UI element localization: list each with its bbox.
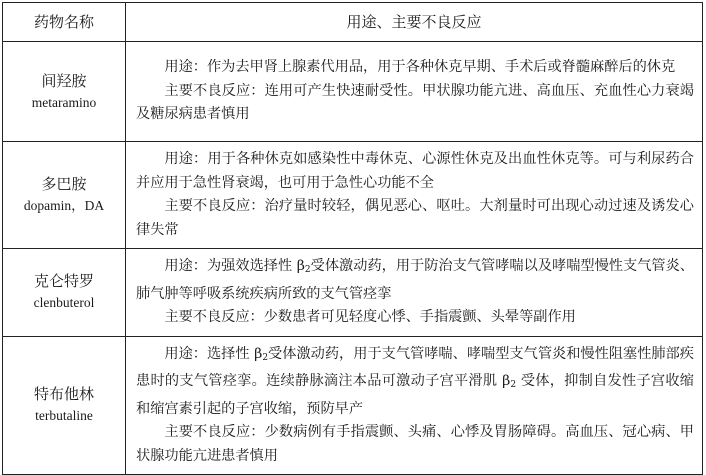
header-usage-adverse: 用途、主要不良反应 <box>126 3 703 42</box>
drug-name-cn: 特布他林 <box>33 385 94 404</box>
drug-name-cell <box>3 42 126 142</box>
adverse-paragraph: 主要不良反应：连用可产生快速耐受性。甲状腺功能亢进、高血压、充血性心力衰竭及糖尿病患者慎用 <box>136 82 694 123</box>
drug-table <box>2 2 703 475</box>
adverse-paragraph: 主要不良反应：少数患者可见轻度心悸、手指震颤、头晕等副作用 <box>164 309 576 325</box>
table-row <box>3 142 703 249</box>
drug-name-cn: 间羟胺 <box>41 71 87 90</box>
adverse-paragraph: 主要不良反应：少数病例有手指震颤、头痛、心悸及胃肠障碍。高血压、冠心病、甲状腺功能亢进患者慎用 <box>136 424 694 464</box>
adverse-paragraph: 主要不良反应：治疗量时较轻，偶见恶心、呕吐。大剂量时可出现心动过速及诱发心律失常 <box>136 198 694 238</box>
beta2-symbol: $\beta_2$ <box>296 258 311 275</box>
usage-paragraph: 用途：选择性 $\beta_2$受体激动药，用于支气管哮喘、哮喘型支气管炎和慢性阻塞性肺部疾患时的支气管痉挛。连续静脉滴注本品可激动子宫平滑肌 $\beta_2$ 受体，抑制自发性子宫收缩和缩宫素引起的子宫收缩，预防早产 <box>136 345 694 417</box>
header-drug-name: 药物名称 <box>3 3 126 42</box>
drug-name-en: metaramino <box>31 94 97 110</box>
drug-name-en: terbutaline <box>35 408 93 424</box>
beta2-symbol: $\beta_2$ <box>502 373 517 390</box>
drug-name-en: clenbuterol <box>33 295 95 311</box>
drug-name-cell <box>3 249 126 337</box>
beta2-symbol: $\beta_2$ <box>254 345 269 363</box>
drug-name-cn: 多巴胺 <box>41 175 87 193</box>
table-row <box>3 249 703 337</box>
drug-description-cell <box>126 336 703 475</box>
table-row <box>3 42 703 142</box>
drug-description-cell <box>126 42 703 142</box>
table-row <box>3 336 703 475</box>
usage-paragraph: 用途：用于各种休克如感染性中毒休克、心源性休克及出血性休克等。可与利尿药合并应用于急性肾衰竭，也可用于急性心功能不全 <box>136 151 694 191</box>
drug-name-cn: 克仑特罗 <box>33 272 94 291</box>
usage-paragraph: 用途：作为去甲肾上腺素代用品，用于各种休克早期、手术后或脊髓麻醉后的休克 <box>164 59 676 76</box>
drug-description-cell <box>126 142 703 249</box>
drug-name-cell <box>3 336 126 475</box>
table-header-row <box>3 3 703 42</box>
usage-paragraph: 用途：为强效选择性 $\beta_2$受体激动药，用于防治支气管哮喘以及哮喘型慢性支气管炎、肺气肿等呼吸系统疾病所致的支气管痉挛 <box>136 258 694 302</box>
drug-name-cell <box>3 142 126 249</box>
drug-name-en: dopamin，DA <box>23 198 105 213</box>
drug-description-cell <box>126 249 703 337</box>
